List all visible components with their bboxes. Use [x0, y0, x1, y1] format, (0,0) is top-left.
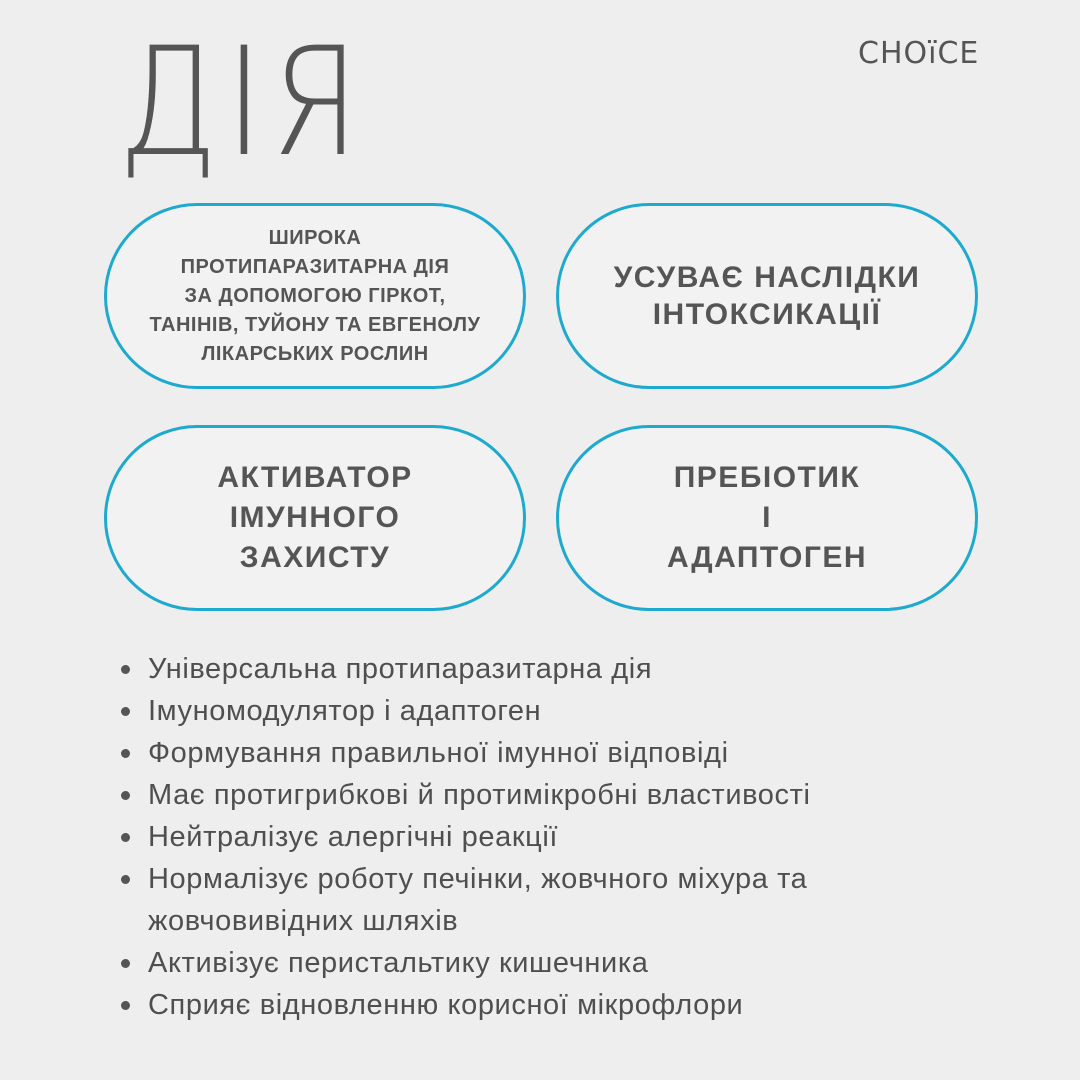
benefits-list: [118, 648, 1018, 1026]
feature-pill-intoxication: [556, 203, 978, 389]
page-title: ДІЯ: [118, 16, 367, 190]
feature-pill-text: УСУВАЄ НАСЛІДКИ ІНТОКСИКАЦІЇ: [613, 261, 921, 331]
feature-pill-prebiotic: [556, 425, 978, 611]
list-item: Нейтралізує алергічні реакції: [118, 816, 1018, 858]
bullet-icon: [121, 1001, 130, 1010]
list-item: Нормалізує роботу печінки, жовчного міхура та жовчовивідних шляхів: [118, 858, 1018, 942]
list-item: Має протигрибкові й протимікробні властивості: [118, 774, 1018, 816]
brand-logo: CHOїCE: [858, 36, 980, 71]
feature-pill-text: ПРЕБІОТИК І АДАПТОГЕН: [666, 461, 868, 574]
bullet-icon: [121, 833, 130, 842]
bullet-icon: [121, 791, 130, 800]
bullet-icon: [121, 959, 130, 968]
list-item: Імуномодулятор і адаптоген: [118, 690, 1018, 732]
bullet-icon: [121, 665, 130, 674]
feature-pill-antiparasitic: [104, 203, 526, 389]
feature-pill-text: АКТИВАТОР ІМУННОГО ЗАХИСТУ: [217, 461, 413, 574]
list-item: Активізує перистальтику кишечника: [118, 942, 1018, 984]
list-item: Універсальна протипаразитарна дія: [118, 648, 1018, 690]
bullet-icon: [121, 749, 130, 758]
list-item: Формування правильної імунної відповіді: [118, 732, 1018, 774]
bullet-icon: [121, 707, 130, 716]
bullet-icon: [121, 875, 130, 884]
feature-pill-text: ШИРОКА ПРОТИПАРАЗИТАРНА ДІЯ ЗА ДОПОМОГОЮ ГІРКОТ, ТАНІНІВ, ТУЙОНУ ТА ЕВГЕНОЛУ ЛІКАРСЬКИХ РОСЛИН: [149, 226, 481, 365]
list-item: Сприяє відновленню корисної мікрофлори: [118, 984, 1018, 1026]
feature-pill-immune: [104, 425, 526, 611]
